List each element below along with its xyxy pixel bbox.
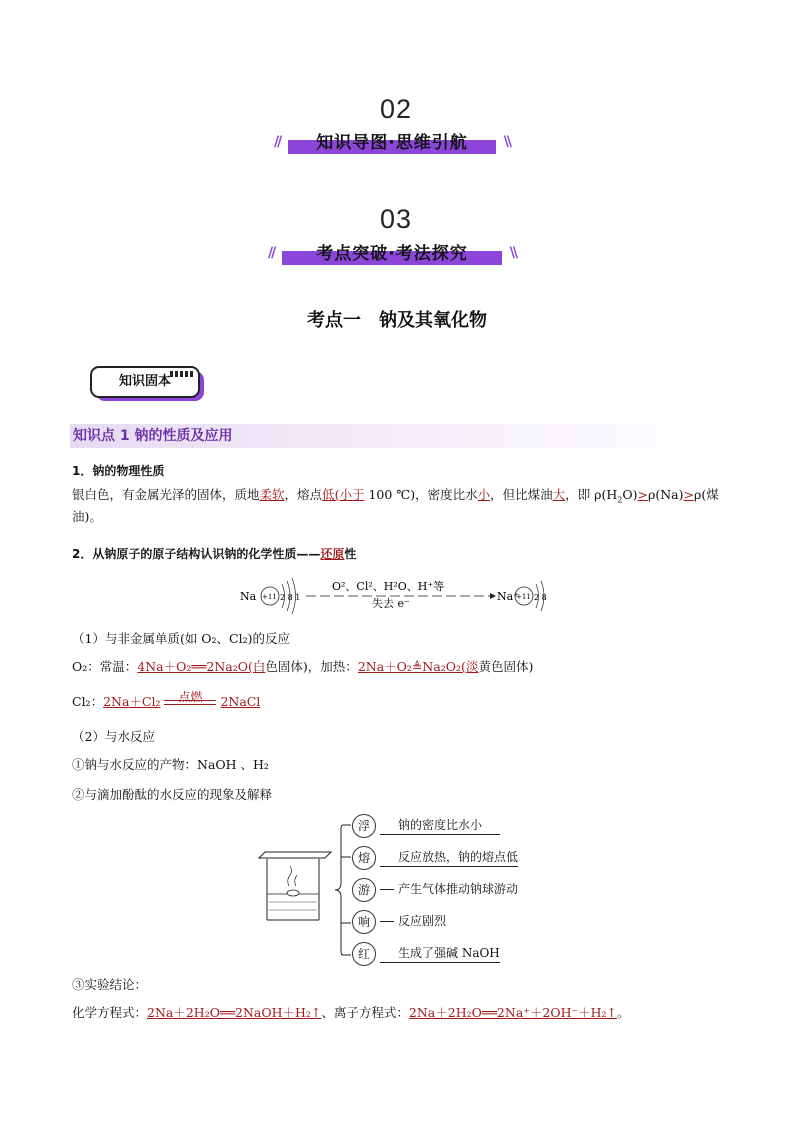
topic-title: 考点一 钠及其氧化物 xyxy=(307,310,487,331)
subsection-water: （2）与水反应 xyxy=(72,729,155,744)
section-02-banner: // 知识导图·思维引航 \\ xyxy=(274,133,510,153)
physical-properties-paragraph: 银白色，有金属光泽的固体，质地柔软，熔点低(小于 100 ℃)，密度比水小，但比煤油大，即 $\rho(H_2O)>\rho(Na)>\rho$(煤 油)。 xyxy=(72,487,719,524)
heading-chemical-properties: 2．从钠原子的原子结构认识钠的化学性质——还原性 xyxy=(72,547,357,561)
knowledge-badge: 知识固本 xyxy=(90,362,202,396)
na-symbol: Na xyxy=(240,590,257,603)
beaker-illustration xyxy=(255,850,335,930)
section-02-number: 02 xyxy=(380,94,412,125)
water-phenomena-heading: ②与滴加酚酞的水反应的现象及解释 xyxy=(72,787,273,802)
phenomenon-explanation: 生成了强碱 NaOH xyxy=(380,944,500,963)
phenomenon-explanation: 产生气体推动钠球游动 xyxy=(380,880,518,897)
water-products: ①钠与水反应的产物：NaOH 、H₂ xyxy=(72,757,269,772)
cl2-reaction-line: Cl₂：2Na＋Cl₂ 点燃 2NaCl xyxy=(72,691,260,713)
slash-decoration: // xyxy=(268,245,275,261)
phenomenon-explanation: 反应放热，钠的熔点低 xyxy=(380,848,518,867)
phenomenon-char: 红 xyxy=(352,942,376,966)
ion-nucleus: +11 xyxy=(516,593,531,601)
phenomenon-char: 浮 xyxy=(352,814,376,838)
phenomenon-explanation: 反应剧烈 xyxy=(380,912,446,929)
section-03-number: 03 xyxy=(380,204,412,235)
section-03-banner: // 考点突破·考法探究 \\ xyxy=(268,244,516,264)
ion-shells: 2 8 xyxy=(534,593,547,602)
na-ion-symbol: Na⁺ xyxy=(497,590,519,603)
phenomenon-char: 游 xyxy=(352,878,376,902)
na-shells: 2 8 1 xyxy=(280,593,301,602)
lose-electron-label: 失去 e⁻ xyxy=(372,597,410,610)
reaction-condition: 点燃 xyxy=(178,690,203,704)
slash-decoration: \\ xyxy=(503,134,510,150)
phenomenon-char: 响 xyxy=(352,910,376,934)
phenomenon-explanation: 钠的密度比水小 xyxy=(380,816,500,835)
phenomenon-char: 熔 xyxy=(352,846,376,870)
sodium-atom-structure-diagram xyxy=(238,570,558,614)
slash-decoration: // xyxy=(274,134,281,150)
heading-physical-properties: 1．钠的物理性质 xyxy=(72,464,165,478)
na-nucleus: +11 xyxy=(262,593,277,601)
subsection-nonmetal: （1）与非金属单质(如 O₂、Cl₂)的反应 xyxy=(72,631,291,646)
o2-reaction-line: O₂：常温：4Na＋O₂══2Na₂O(白色固体)，加热：2Na＋O₂≜Na₂O₂(淡黄色固体) xyxy=(72,659,534,674)
conclusion-equations: 化学方程式：2Na＋2H₂O══2NaOH＋H₂↑、离子方程式：2Na＋2H₂O══2Na⁺＋2OH⁻＋H₂↑。 xyxy=(72,1005,630,1020)
conclusion-heading: ③实验结论： xyxy=(72,977,148,992)
reagents-label: O²、Cl²、H²O、H⁺等 xyxy=(332,580,445,593)
knowledge-point-heading: 知识点 1 钠的性质及应用 xyxy=(70,424,725,448)
slash-decoration: \\ xyxy=(509,245,516,261)
